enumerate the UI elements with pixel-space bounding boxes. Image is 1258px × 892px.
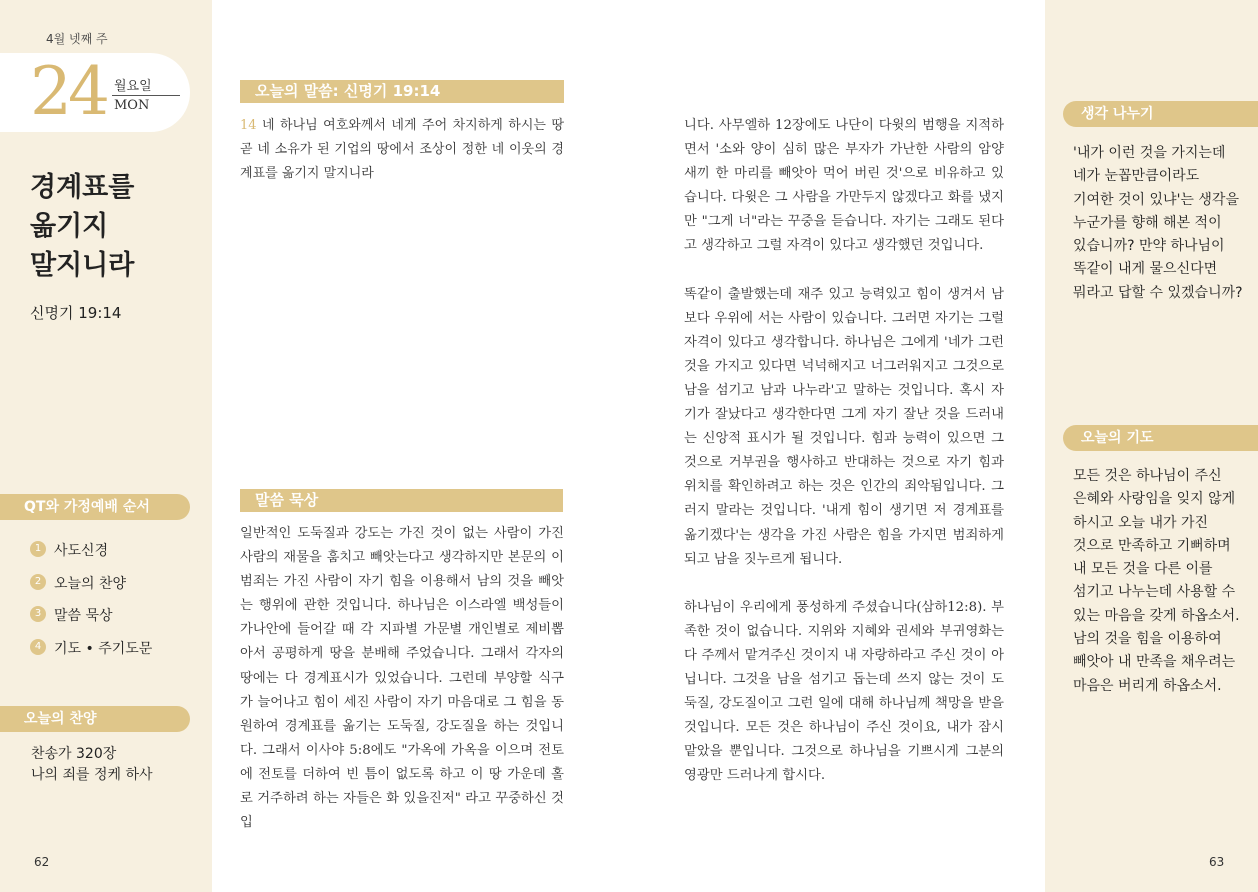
order-item-label: 말씀 묵상 [54, 608, 113, 624]
think-text [1073, 142, 1253, 305]
prayer-line: 마음은 버리게 하옵소서. [1073, 677, 1222, 694]
prayer-line: 내 모든 것을 다른 이를 [1073, 561, 1213, 578]
date-block [0, 53, 190, 132]
prayer-line: 하시고 오늘 내가 가진 [1073, 514, 1209, 531]
verse-number: 14 [240, 118, 257, 133]
order-item-label: 오늘의 찬양 [54, 575, 127, 592]
think-line: 똑같이 내게 물으신다면 [1073, 261, 1218, 278]
prayer-line: 있는 마음을 갖게 하옵소서. [1073, 607, 1240, 624]
meditation-paragraph: 똑같이 출발했는데 재주 있고 능력있고 힘이 생겨서 남보다 우위에 서는 사람이 있습니다. 그러면 자기는 그럴 자격이 있다고 생각합니다. 하나님은 그에게 '네가 그런 것을 가지고 있다면 넉넉해지고 너그러워지고 그것으로 남을 섬기고 남과 나누라'고 말하는 것입니다. 혹시 자기가 잘났다고 생각한다면 그게 자기 잘난 것을 드러내는 신앙적 표시가 될 것입니다. 힘과 능력이 있으면 그것으로 거부권을 행사하고 반대하는 것으로 자기 힘과 위치를 확인하려고 하는 것은 인간의 죄악됨입니다. 그러지 말라는 것입니다. '내게 힘이 생기면 저 경계표를 옮기겠다'는 생각을 가진 사람은 힘을 가지면 범죄하게 되고 남을 짓누르게 됩니다. [684, 286, 1004, 567]
prayer-line: 빼앗아 내 만족을 채우려는 [1073, 654, 1236, 671]
prayer-header: 오늘의 기도 [1063, 425, 1258, 451]
think-line: 기여한 것이 있냐'는 생각을 [1073, 191, 1239, 208]
hymn-title: 나의 죄를 정케 하사 [31, 767, 153, 783]
verse-text [240, 114, 564, 186]
prayer-line: 것으로 만족하고 기뻐하며 [1073, 537, 1231, 554]
title-line: 옮기지 [30, 211, 109, 242]
hymn-number: 찬송가 320장 [31, 746, 117, 762]
hymn-header: 오늘의 찬양 [0, 706, 190, 732]
list-item [30, 540, 152, 573]
think-line: 누군가를 향해 해본 적이 [1073, 214, 1222, 231]
hymn-info [31, 744, 153, 786]
day-number: 24 [30, 53, 106, 130]
title-reference: 신명기 19:14 [30, 304, 122, 322]
meditation-paragraph: 하나님이 우리에게 풍성하게 주셨습니다(삼하12:8). 부족한 것이 없습니다. 지위와 지혜와 권세와 부귀영화는 다 주께서 맡겨주신 것이지 내 자랑하라고 주신 것이 아닙니다. 그것을 남을 섬기고 돕는데 쓰지 않는 것이 도둑질, 강도질이고 그런 일에 대해 하나님께 책망을 받을 것입니다. 모든 것은 하나님이 주신 것이요, 내가 잠시 맡았을 뿐입니다. 그것으로 하나님을 기쁘시게 그분의 영광만 드러나게 합시다. [684, 599, 1004, 784]
page-number-left: 62 [34, 855, 50, 869]
prayer-line: 은혜와 사랑임을 잊지 않게 [1073, 491, 1236, 508]
number-badge: 2 [30, 574, 46, 590]
prayer-line: 섬기고 나누는데 사용할 수 [1073, 584, 1236, 601]
list-item [30, 573, 152, 606]
order-item-label: 사도신경 [54, 543, 109, 559]
prayer-line: 모든 것은 하나님이 주신 [1073, 468, 1222, 484]
number-badge: 3 [30, 606, 46, 622]
page-title [30, 168, 134, 285]
list-item [30, 605, 152, 638]
meditation-header: 말씀 묵상 [240, 489, 563, 512]
page-number-right: 63 [1209, 855, 1225, 869]
think-line: 있습니까? 만약 하나님이 [1073, 238, 1225, 255]
list-item [30, 638, 152, 671]
number-badge: 1 [30, 541, 46, 557]
think-line: 네가 눈꼽만큼이라도 [1073, 168, 1200, 185]
order-item-label: 기도 • 주기도문 [54, 640, 153, 657]
date-divider [112, 95, 180, 96]
order-header: QT와 가정예배 순서 [0, 494, 190, 520]
verse-body: 네 하나님 여호와께서 네게 주어 차지하게 하시는 땅 곧 네 소유가 된 기업의 땅에서 조상이 정한 네 이웃의 경계표를 옮기지 말지니라 [240, 118, 564, 181]
order-list [30, 540, 152, 670]
number-badge: 4 [30, 639, 46, 655]
prayer-line: 남의 것을 힘을 이용하여 [1073, 631, 1222, 648]
think-header: 생각 나누기 [1063, 101, 1258, 127]
day-of-week-korean: 월요일 [114, 79, 152, 94]
day-of-week-english: MON [114, 98, 150, 113]
meditation-paragraph: 일반적인 도둑질과 강도는 가진 것이 없는 사람이 가진 사람의 재물을 훔치고 빼앗는다고 생각하지만 본문의 이 범죄는 가진 사람이 자기 힘을 이용해서 남의 것을 빼앗는 행위에 관한 것입니다. 하나님은 이스라엘 백성들이 가나안에 들어갈 때 각 지파별 가문별 개인별로 제비뽑아서 공평하게 땅을 분배해 주었습니다. 그래서 각자의 땅에는 다 경계표시가 있었습니다. 그런데 부양할 식구가 늘어나고 힘이 세진 사람이 자기 마음대로 그 힘을 동원하여 경계표를 옮기는 도둑질, 강도질을 하는 것입니다. 그래서 이사야 5:8에도 "가옥에 가옥을 이으며 전토에 전토를 더하여 빈 틈이 없도록 하고 이 땅 가운데 홀로 거주하려 하는 자들은 화 있을진저" 라고 꾸중하신 것입 [240, 526, 564, 831]
think-line: '내가 이런 것을 가지는데 [1073, 145, 1226, 161]
think-line: 뭐라고 답할 수 있겠습니까? [1073, 284, 1243, 301]
meditation-column-1 [240, 522, 564, 835]
prayer-text [1073, 465, 1253, 698]
title-line: 경계표를 [30, 172, 135, 203]
meditation-column-2 [684, 114, 1004, 788]
meditation-paragraph: 니다. 사무엘하 12장에도 나단이 다윗의 범행을 지적하면서 '소와 양이 심히 많은 부자가 가난한 사람의 암양 새끼 한 마리를 빼앗아 먹어 버린 것'으로 비유하고 있습니다. 다윗은 그 사람을 가만두지 않겠다고 화를 냈지만 "그게 너"라는 꾸중을 듣습니다. 자기는 그래도 된다고 생각하고 그럴 자격이 있다고 생각했던 것입니다. [684, 118, 1004, 254]
week-label: 4월 넷째 주 [46, 32, 108, 46]
title-line: 말지니라 [30, 250, 135, 281]
verse-header: 오늘의 말씀: 신명기 19:14 [240, 80, 564, 103]
